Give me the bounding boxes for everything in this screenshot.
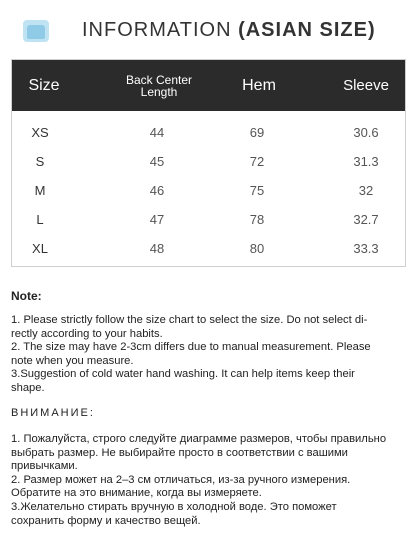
header-back-center-length (104, 60, 214, 111)
ru-note-line: сохранить форму и качество вещей. (11, 514, 201, 527)
header-back-line1: Back Center (125, 72, 193, 87)
table-row (12, 234, 405, 263)
russian-notes (11, 433, 407, 528)
table-row (12, 205, 405, 234)
header-size: Size (28, 76, 60, 94)
cell-back: 47 (149, 212, 165, 227)
en-note-line: 2. The size may have 2-3cm differs due to manual measurement. Please (11, 341, 371, 354)
cell-size: M (34, 183, 46, 198)
header-back-line2: Length (140, 84, 178, 99)
cell-back: 44 (149, 125, 165, 140)
header-sleeve: Sleeve (343, 77, 389, 94)
size-table (11, 59, 406, 267)
ru-note-line: привычками. (11, 460, 78, 473)
cell-sleeve: 30.6 (353, 125, 379, 140)
cell-back: 46 (149, 183, 165, 198)
cell-back: 45 (149, 154, 165, 169)
cell-size: XL (32, 241, 48, 256)
cell-hem: 78 (249, 212, 265, 227)
russian-note-title: ВНИМАНИЕ: (11, 407, 95, 419)
cell-size: S (35, 154, 45, 169)
ru-note-line: Обратите на это внимание, когда вы измеряете. (11, 487, 262, 500)
cell-hem: 72 (249, 154, 265, 169)
cell-sleeve: 31.3 (353, 154, 379, 169)
cell-sleeve: 32 (358, 183, 374, 198)
page-title (82, 19, 376, 42)
ru-note-line: 2. Размер может на 2–3 см отличаться, из-за ручного измерения. (11, 473, 351, 486)
en-note-line: 1. Please strictly follow the size chart to select the size. Do not select di- (11, 314, 368, 326)
title-bold: (ASIAN SIZE) (238, 19, 376, 41)
table-header (12, 60, 405, 111)
en-note-line: 3.Suggestion of cold water hand washing. It can help items keep their (11, 368, 355, 381)
cell-sleeve: 32.7 (353, 212, 379, 227)
header-hem: Hem (242, 76, 276, 94)
ru-note-line: выбрать размер. Не выбирайте просто в соответствии с вашими (11, 446, 348, 459)
english-notes (11, 314, 407, 396)
title-light: INFORMATION (82, 19, 239, 41)
cell-hem: 75 (249, 183, 265, 198)
cell-sleeve: 33.3 (353, 241, 379, 256)
table-row (12, 147, 405, 176)
cell-size: L (36, 212, 44, 227)
table-row (12, 118, 405, 147)
cell-hem: 80 (249, 241, 265, 256)
en-note-line: rectly according to your habits. (11, 327, 163, 340)
note-title: Note: (11, 289, 42, 303)
ru-note-line: 1. Пожалуйста, строго следуйте диаграмме размеров, чтобы правильно (11, 433, 387, 445)
en-note-line: note when you measure. (11, 354, 134, 367)
ru-note-line: 3.Желательно стирать вручную в холодной воде. Это поможет (11, 500, 337, 513)
en-note-line: shape. (11, 381, 45, 394)
cell-back: 48 (149, 241, 165, 256)
shirt-thumbnail-icon (23, 20, 49, 42)
cell-hem: 69 (249, 125, 265, 140)
table-row (12, 176, 405, 205)
cell-size: XS (31, 125, 49, 140)
